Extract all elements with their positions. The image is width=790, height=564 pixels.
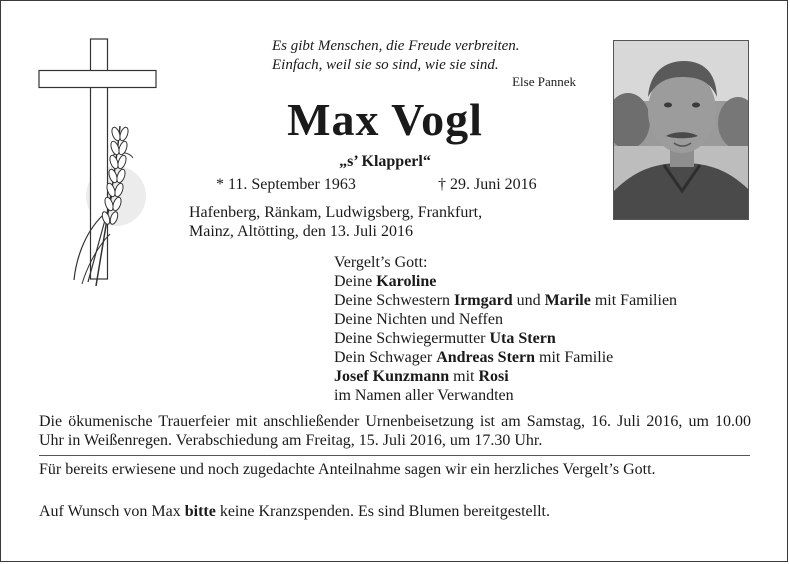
mourner-line [334, 310, 774, 329]
places-line-2: Mainz, Altötting, den 13. Juli 2016 [189, 223, 413, 240]
mourner-line [334, 272, 774, 291]
mourner-name: Rosi [478, 368, 509, 385]
mourner-name: Irmgard [453, 292, 513, 309]
places-line-1: Hafenberg, Ränkam, Ludwigsberg, Frankfurt, [189, 204, 483, 221]
mourner-text: und [512, 292, 545, 309]
mourner-name: Marile [544, 292, 591, 309]
ceremony-text: Die ökumenische Trauerfeier mit anschließender Urnenbeisetzung ist am Samstag, 16. Juli 2016, um 10.00 Uhr in Weißenregen. Verabschiedung am Freitag, 15. Juli 2016, um 17.30 Uhr. [39, 413, 751, 449]
flowers-note-bold: bitte [184, 503, 216, 520]
mourner-lines [334, 272, 774, 405]
quote-author: Else Pannek [512, 74, 576, 89]
death-date: † 29. Juni 2016 [438, 176, 537, 193]
quote-line-1: Es gibt Menschen, die Freude verbreiten. [272, 38, 520, 54]
mourner-text: im Namen aller Verwandten [334, 387, 514, 404]
divider [39, 455, 750, 456]
cross-wheat-emblem [38, 38, 158, 290]
mourner-line [334, 367, 774, 386]
thanks-text: Für bereits erwiesene und noch zugedachte Anteilnahme sagen wir ein herzliches Vergelt’s Gott. [39, 461, 656, 478]
quote [272, 37, 577, 75]
mourners-list [334, 253, 774, 405]
mourner-text: Deine Nichten und Neffen [334, 311, 503, 328]
mourner-text: mit Familie [535, 349, 614, 366]
mourner-name: Andreas Stern [436, 349, 536, 366]
mourner-text: Deine Schwiegermutter [334, 330, 490, 347]
quote-line-2: Einfach, weil sie so sind, wie sie sind. [272, 57, 499, 73]
deceased-name: Max Vogl [287, 94, 483, 145]
mourner-name: Uta Stern [489, 330, 556, 347]
flowers-note-before: Auf Wunsch von Max [39, 503, 185, 520]
portrait-photo [613, 40, 749, 220]
mourner-line [334, 291, 774, 310]
places-and-date [189, 203, 589, 241]
mourner-text: Deine Schwestern [334, 292, 454, 309]
flowers-note [39, 502, 751, 521]
flowers-note-after: keine Kranzspenden. Es sind Blumen bereitgestellt. [215, 503, 550, 520]
deceased-nickname: „s’ Klapperl“ [339, 153, 431, 170]
mourners-heading: Vergelt’s Gott: [334, 254, 428, 271]
mourner-line [334, 329, 774, 348]
birth-date: * 11. September 1963 [216, 176, 356, 193]
mourner-text: Deine [334, 273, 377, 290]
mourner-text: Dein Schwager [334, 349, 437, 366]
mourner-line [334, 348, 774, 367]
mourner-name: Josef Kunzmann [334, 368, 450, 385]
mourner-text: mit Familien [590, 292, 678, 309]
mourner-line [334, 386, 774, 405]
mourner-text: mit [449, 368, 479, 385]
mourner-name: Karoline [376, 273, 437, 290]
